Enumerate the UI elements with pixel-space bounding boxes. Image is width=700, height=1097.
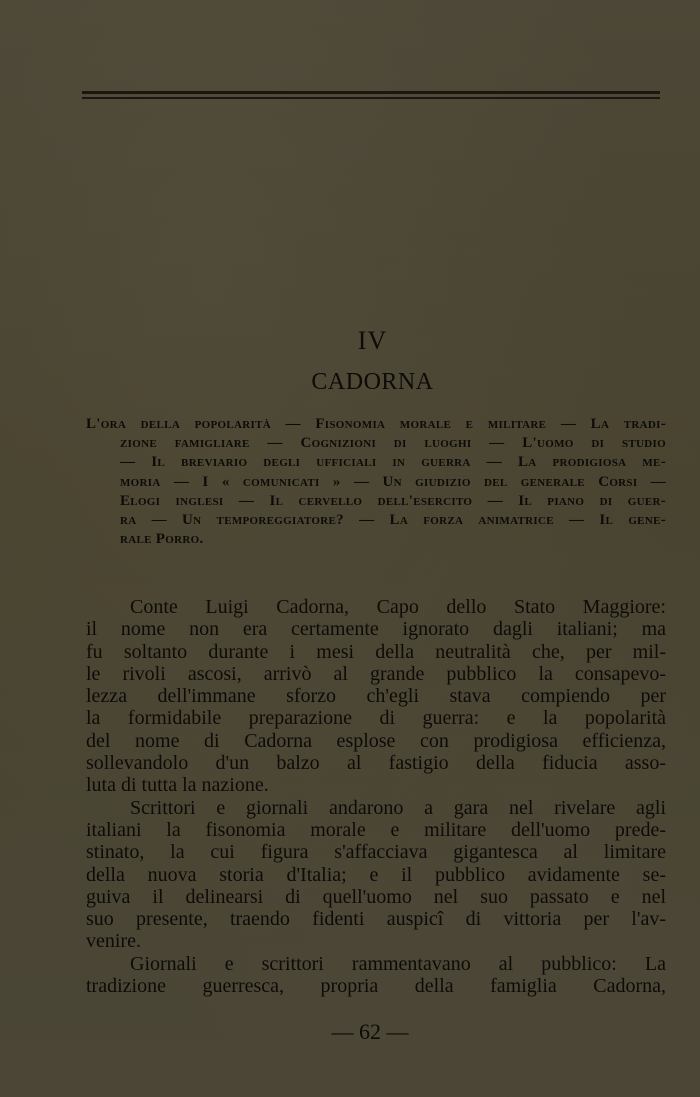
body-line: italiani la fisonomia morale e militare dell'uomo prede-	[86, 818, 666, 841]
chapter-summary	[86, 415, 666, 549]
body-line: lezza dell'immane sforzo ch'egli stava compiendo per	[86, 685, 666, 708]
body-line: il nome non era certamente ignorato dagli italiani; ma	[86, 618, 666, 641]
body-line: Conte Luigi Cadorna, Capo dello Stato Maggiore:	[130, 596, 666, 618]
chapter-title: CADORNA	[311, 369, 434, 395]
header-rule-bottom	[82, 97, 660, 99]
body-line: del nome di Cadorna esplose con prodigiosa efficienza,	[86, 729, 666, 752]
body-line: le rivoli ascosi, arrivò al grande pubblico la consapevo-	[86, 662, 666, 685]
body-line: sollevandolo d'un balzo al fastigio della fiducia asso-	[86, 752, 666, 775]
summary-line: L'ora della popolarità — Fisonomia morale e militare — La tradi-	[86, 416, 666, 432]
summary-line: zione famigliare — Cognizioni di luoghi — L'uomo di studio	[120, 435, 666, 452]
body-line: tradizione guerresca, propria della famiglia Cadorna,	[86, 975, 666, 998]
body-line: guiva il delinearsi di quell'uomo nel suo passato e nel	[86, 885, 666, 908]
summary-line: ra — Un temporeggiatore? — La forza animatrice — Il gene-	[120, 511, 666, 528]
body-line: Giornali e scrittori rammentavano al pubblico: La	[130, 952, 666, 975]
summary-line: — Il breviario degli ufficiali in guerra — La prodigiosa me-	[120, 454, 666, 471]
chapter-number: IV	[357, 326, 388, 355]
body-line: Scrittori e giornali andarono a gara nel rivelare agli	[130, 796, 666, 819]
header-rule-top	[82, 91, 660, 94]
body-line: fu soltanto durante i mesi della neutralità che, per mil-	[86, 640, 666, 663]
body-line: la formidabile preparazione di guerra: e la popolarità	[86, 707, 666, 730]
chapter-body	[86, 596, 666, 997]
body-line: suo presente, traendo fidenti auspicî di vittoria per l'av-	[86, 908, 666, 931]
body-line: stinato, la cui figura s'affacciava gigantesca al limitare	[86, 841, 666, 864]
body-line: della nuova storia d'Italia; e il pubblico avidamente se-	[86, 863, 666, 886]
summary-line: moria — I « comunicati » — Un giudizio del generale Corsi —	[120, 473, 666, 490]
summary-line: rale Porro.	[120, 531, 204, 548]
summary-line: Elogi inglesi — Il cervello dell'esercito — Il piano di guer-	[120, 492, 666, 509]
page-number: — 62 —	[331, 1019, 409, 1044]
body-line: venire.	[86, 930, 141, 953]
body-line: luta di tutta la nazione.	[86, 774, 269, 797]
